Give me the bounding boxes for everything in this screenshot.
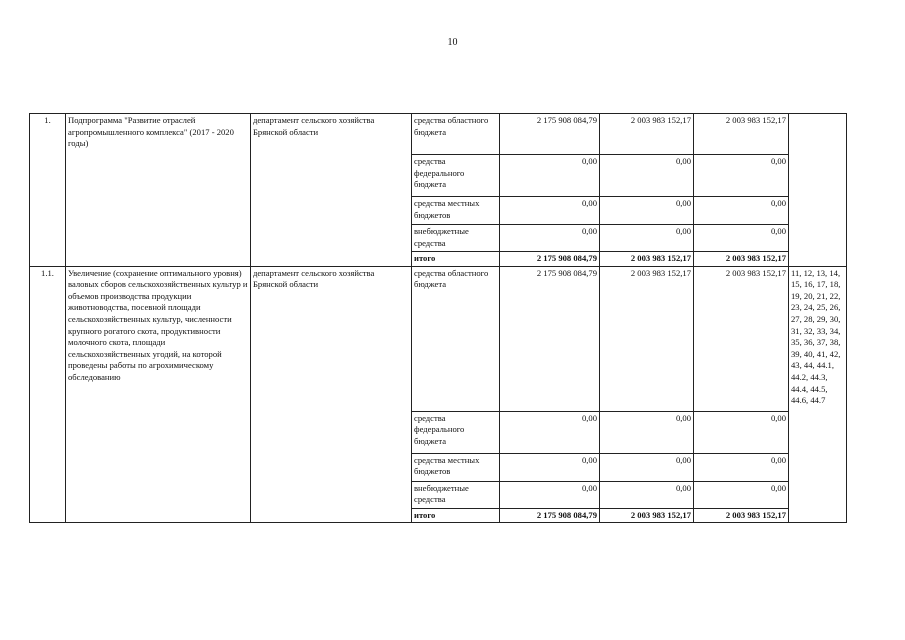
amount-cell: 0,00 bbox=[500, 225, 600, 252]
amount-cell: 2 175 908 084,79 bbox=[500, 114, 600, 155]
amount-cell: 0,00 bbox=[500, 453, 600, 481]
indicator-numbers bbox=[789, 114, 847, 267]
indicator-numbers: 11, 12, 13, 14, 15, 16, 17, 18, 19, 20, 21, 22, 23, 24, 25, 26, 27, 28, 29, 30, 31, 32, 33, 34, 35, 36, 37, 38, 39, 40, 41, 42, 43, 44, 44.1, 44.2, 44.3, 44.4, 44.5, 44.6, 44.7 bbox=[789, 266, 847, 523]
table-row bbox=[30, 266, 847, 411]
source-label: итого bbox=[412, 252, 500, 267]
amount-cell: 2 003 983 152,17 bbox=[600, 114, 694, 155]
program-name: Подпрограмма "Развитие отраслей агропромышленного комплекса" (2017 - 2020 годы) bbox=[66, 114, 251, 267]
amount-cell: 0,00 bbox=[500, 481, 600, 508]
source-label: средства федерального бюджета bbox=[412, 411, 500, 453]
amount-cell: 0,00 bbox=[600, 225, 694, 252]
source-label: внебюджетные средства bbox=[412, 225, 500, 252]
amount-cell: 2 003 983 152,17 bbox=[600, 266, 694, 411]
amount-cell: 0,00 bbox=[600, 481, 694, 508]
amount-cell: 0,00 bbox=[694, 453, 789, 481]
row-number: 1.1. bbox=[30, 266, 66, 523]
amount-cell: 0,00 bbox=[600, 453, 694, 481]
program-name: Увеличение (сохранение оптимального уровня) валовых сборов сельскохозяйственных культур и объемов производства продукции животноводства, посевной площади сельскохозяйственных культур, численности крупного рогатого скота, продуктивности молочного скота, площади сельскохозяйственных угодий, на которой проведены работы по агрохимическому обследованию bbox=[66, 266, 251, 523]
amount-cell: 0,00 bbox=[600, 411, 694, 453]
source-label: внебюджетные средства bbox=[412, 481, 500, 508]
amount-cell: 0,00 bbox=[600, 197, 694, 225]
source-label: итого bbox=[412, 508, 500, 523]
amount-cell: 0,00 bbox=[500, 197, 600, 225]
amount-cell: 2 003 983 152,17 bbox=[694, 508, 789, 523]
source-label: средства областного бюджета bbox=[412, 266, 500, 411]
source-label: средства федерального бюджета bbox=[412, 155, 500, 197]
source-label: средства местных бюджетов bbox=[412, 453, 500, 481]
amount-cell: 0,00 bbox=[500, 411, 600, 453]
amount-cell: 2 003 983 152,17 bbox=[694, 114, 789, 155]
source-label: средства областного бюджета bbox=[412, 114, 500, 155]
source-label: средства местных бюджетов bbox=[412, 197, 500, 225]
amount-cell: 2 003 983 152,17 bbox=[694, 252, 789, 267]
amount-cell: 0,00 bbox=[600, 155, 694, 197]
amount-cell: 0,00 bbox=[694, 481, 789, 508]
table-row bbox=[30, 114, 847, 155]
amount-cell: 2 175 908 084,79 bbox=[500, 252, 600, 267]
page-number: 10 bbox=[447, 37, 458, 48]
amount-cell: 0,00 bbox=[694, 411, 789, 453]
row-number: 1. bbox=[30, 114, 66, 267]
amount-cell: 0,00 bbox=[694, 197, 789, 225]
amount-cell: 0,00 bbox=[500, 155, 600, 197]
amount-cell: 2 003 983 152,17 bbox=[600, 508, 694, 523]
amount-cell: 2 003 983 152,17 bbox=[694, 266, 789, 411]
executor: департамент сельского хозяйства Брянской области bbox=[251, 114, 412, 267]
amount-cell: 2 175 908 084,79 bbox=[500, 508, 600, 523]
amount-cell: 0,00 bbox=[694, 225, 789, 252]
amount-cell: 0,00 bbox=[694, 155, 789, 197]
budget-table bbox=[29, 113, 847, 523]
amount-cell: 2 003 983 152,17 bbox=[600, 252, 694, 267]
amount-cell: 2 175 908 084,79 bbox=[500, 266, 600, 411]
executor: департамент сельского хозяйства Брянской области bbox=[251, 266, 412, 523]
